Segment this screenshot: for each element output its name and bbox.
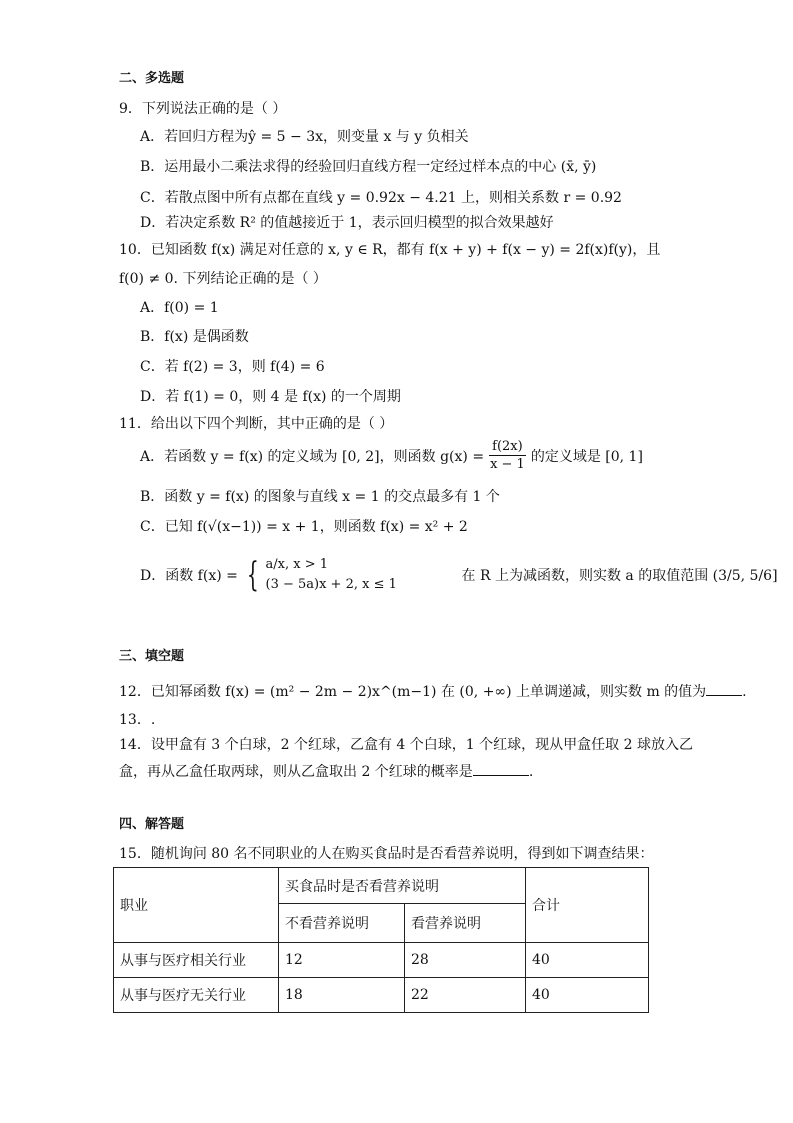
q11-option-a <box>140 438 643 473</box>
header-read: 看营养说明 <box>405 904 526 943</box>
fraction-denominator: x − 1 <box>490 457 525 472</box>
table-row <box>114 978 649 1013</box>
question-14-line1: 14．设甲盒有 3 个白球，2 个红球，乙盒有 4 个白球，1 个红球，现从甲盒任取 2 球放入乙 <box>119 737 693 753</box>
cell-not-read: 18 <box>279 978 405 1013</box>
q11-option-d <box>140 555 778 595</box>
question-9-stem: 9．下列说法正确的是（ ） <box>119 101 287 117</box>
answer-blank-14 <box>473 761 529 776</box>
question-10-stem-line1: 10．已知函数 f(x) 满足对任意的 x, y ∈ R，都有 f(x + y) + f(x − y) = 2f(x)f(y)，且 <box>119 242 661 258</box>
question-14-text: 盒，再从乙盒任取两球，则从乙盒取出 2 个红球的概率是 <box>119 764 473 780</box>
left-brace-icon: { <box>246 555 259 595</box>
q10-option-a: A．f(0) = 1 <box>140 300 219 316</box>
question-12-period: . <box>742 684 747 700</box>
q9-option-b: B．运用最小二乘法求得的经验回归直线方程一定经过样本点的中心 (x̄, ȳ) <box>140 159 597 175</box>
cell-not-read: 12 <box>279 943 405 978</box>
q11-option-b: B．函数 y = f(x) 的图象与直线 x = 1 的交点最多有 1 个 <box>140 489 500 505</box>
piecewise-case-2: (3 − 5a)x + 2, x ≤ 1 <box>265 577 397 592</box>
question-14-period: . <box>528 764 534 780</box>
section-title-multi-choice: 二、多选题 <box>119 71 185 86</box>
piecewise-cases <box>266 555 462 595</box>
q9-option-d: D．若决定系数 R² 的值越接近于 1，表示回归模型的拟合效果越好 <box>140 215 554 231</box>
q10-option-d: D．若 f(1) = 0，则 4 是 f(x) 的一个周期 <box>140 389 401 405</box>
q11-option-a-text: A．若函数 y = f(x) 的定义域为 [0, 2]，则函数 g(x) = <box>140 448 485 465</box>
answer-blank-12 <box>706 681 742 696</box>
cell-read: 28 <box>405 943 526 978</box>
q10-option-b: B．f(x) 是偶函数 <box>140 329 249 345</box>
q11-option-d-tail: 在 R 上为减函数，则实数 a 的取值范围 (3/5, 5/6] <box>461 568 778 584</box>
q10-option-c: C．若 f(2) = 3，则 f(4) = 6 <box>140 359 325 375</box>
cell-total: 40 <box>526 943 649 978</box>
question-11-stem: 11．给出以下四个判断，其中正确的是（ ） <box>119 416 394 432</box>
section-title-answer: 四、解答题 <box>119 817 185 832</box>
cell-total: 40 <box>526 978 649 1013</box>
question-13: 13．. <box>119 712 156 728</box>
question-15-stem: 15．随机询问 80 名不同职业的人在购买食品时是否看营养说明，得到如下调查结果： <box>119 846 654 862</box>
piecewise-case-1: a/x, x > 1 <box>265 557 328 572</box>
q11-option-a-tail: 的定义域是 [0, 1] <box>530 448 643 465</box>
question-12-text: 12．已知幂函数 f(x) = (m² − 2m − 2)x^(m−1) 在 (0, +∞) 上单调递减，则实数 m 的值为 <box>119 684 707 700</box>
cell-read: 22 <box>405 978 526 1013</box>
question-14-line2 <box>119 761 533 781</box>
row-label: 从事与医疗无关行业 <box>114 978 279 1013</box>
table-row <box>114 943 649 978</box>
header-job: 职业 <box>114 868 279 943</box>
q11-option-a-fraction <box>487 438 528 473</box>
q11-option-c: C．已知 f(√(x−1)) = x + 1，则函数 f(x) = x² + 2 <box>140 519 468 535</box>
section-title-fill-in: 三、填空题 <box>119 649 185 664</box>
survey-table <box>113 867 649 1013</box>
question-12 <box>119 681 747 701</box>
header-total: 合计 <box>526 868 649 943</box>
q9-option-c: C．若散点图中所有点都在直线 y = 0.92x − 4.21 上，则相关系数 r = 0.92 <box>140 190 622 206</box>
fraction-numerator: f(2x) <box>489 438 526 456</box>
header-read-nutrition: 买食品时是否看营养说明 <box>279 868 526 904</box>
header-not-read: 不看营养说明 <box>279 904 405 943</box>
question-10-stem-line2: f(0) ≠ 0. 下列结论正确的是（ ） <box>119 271 327 287</box>
q9-option-a: A．若回归方程为ŷ = 5 − 3x，则变量 x 与 y 负相关 <box>140 129 469 145</box>
row-label: 从事与医疗相关行业 <box>114 943 279 978</box>
q11-option-d-text: D．函数 f(x) = <box>140 568 238 584</box>
